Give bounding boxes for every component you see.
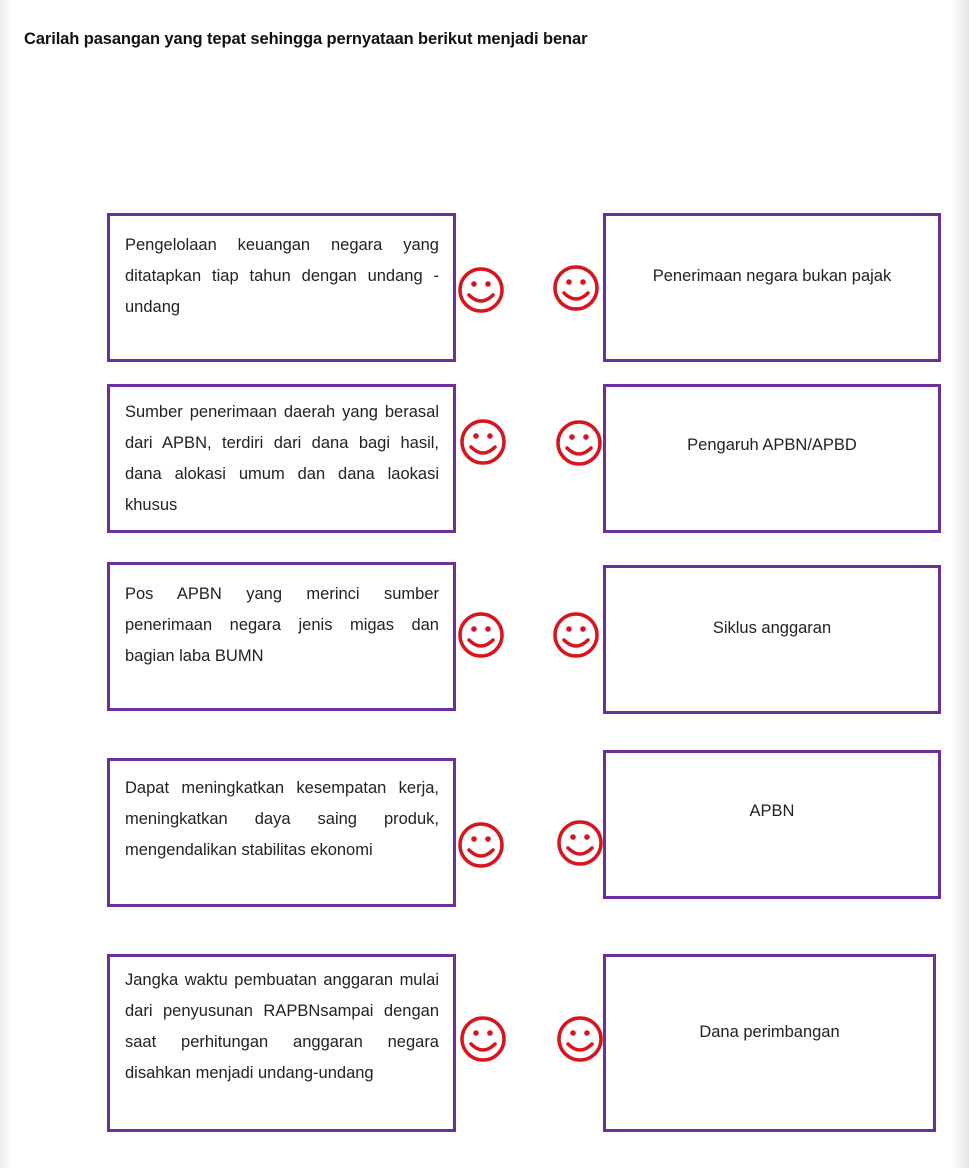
smiley-face-icon[interactable] [456,820,506,870]
statement-text: Dapat meningkatkan kesempatan kerja, meningkatkan daya saing produk, mengendalikan stabilitas ekonomi [125,779,439,859]
smiley-face-icon[interactable] [551,610,601,660]
page-shadow-right [951,0,969,1168]
page-shadow-left [0,0,12,1168]
smiley-face-icon[interactable] [555,818,605,868]
answer-text: Pengaruh APBN/APBD [687,436,857,454]
answer-box-5[interactable] [603,954,936,1132]
smiley-face-icon[interactable] [458,417,508,467]
answer-text: Dana perimbangan [699,1022,840,1041]
answer-text: Siklus anggaran [712,619,832,637]
smiley-face-icon[interactable] [551,263,601,313]
page-title: Carilah pasangan yang tepat sehingga pernyataan berikut menjadi benar [24,30,588,48]
answer-box-1[interactable] [603,213,941,362]
statement-text: Sumber penerimaan daerah yang berasal dari APBN, terdiri dari dana bagi hasil, dana alokasi umum dan dana laokasi khusus [125,403,439,514]
statement-box-4[interactable] [107,758,456,907]
smiley-face-icon[interactable] [456,265,506,315]
answer-text: Penerimaan negara bukan pajak [652,267,892,285]
statement-box-3[interactable] [107,562,456,711]
statement-box-2[interactable] [107,384,456,533]
statement-text: Pengelolaan keuangan negara yang ditatapkan tiap tahun dengan undang -undang [125,236,439,316]
statement-text: Jangka waktu pembuatan anggaran mulai dari penyusunan RAPBNsampai dengan saat perhitungan anggaran negara disahkan menjadi undang-undang [125,971,439,1082]
statement-box-5[interactable] [107,954,456,1132]
answer-box-4[interactable] [603,750,941,899]
answer-box-3[interactable] [603,565,941,714]
statement-text: Pos APBN yang merinci sumber penerimaan negara jenis migas dan bagian laba BUMN [125,585,439,665]
answer-text: APBN [749,802,795,820]
answer-box-2[interactable] [603,384,941,533]
smiley-face-icon[interactable] [458,1014,508,1064]
smiley-face-icon[interactable] [554,418,604,468]
statement-box-1[interactable] [107,213,456,362]
smiley-face-icon[interactable] [456,610,506,660]
smiley-face-icon[interactable] [555,1014,605,1064]
